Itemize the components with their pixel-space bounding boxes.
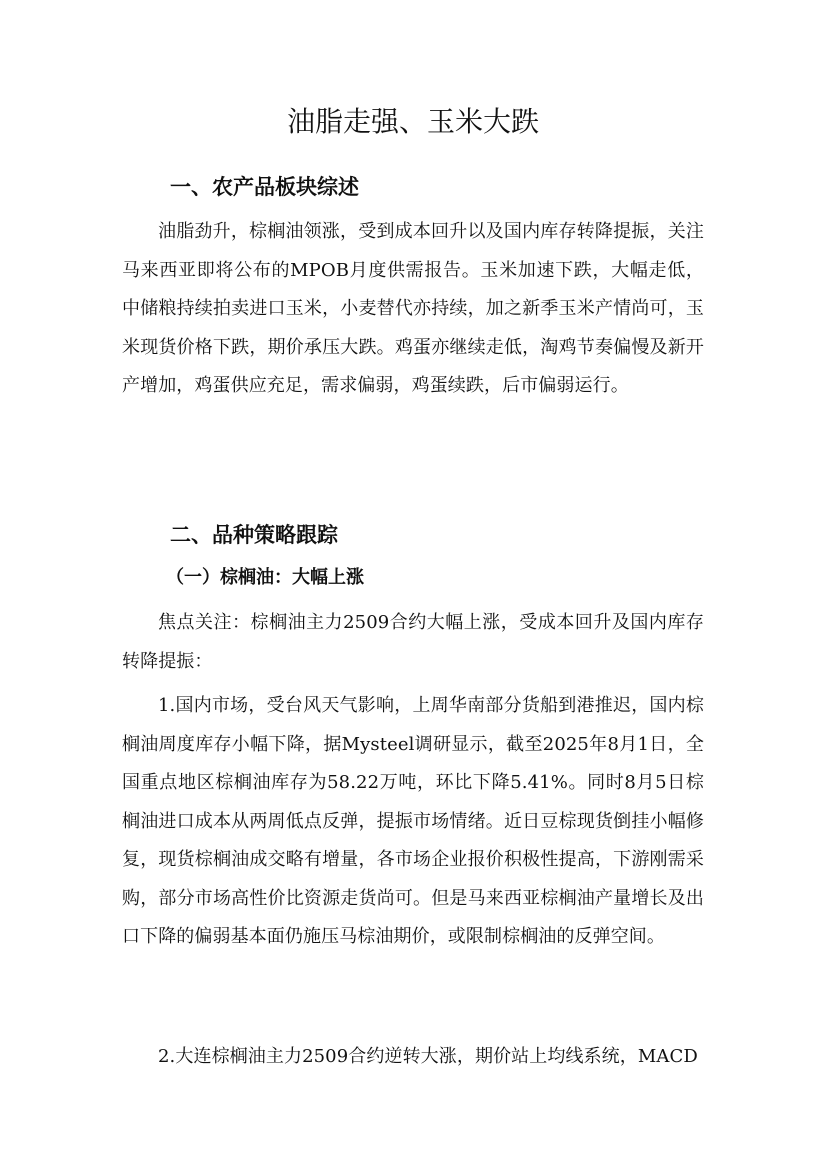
focus-paragraph: 焦点关注：棕榈油主力2509合约大幅上涨，受成本回升及国内库存转降提振： [122, 612, 704, 672]
item-1-paragraph: 1.国内市场，受台风天气影响，上周华南部分货船到港推迟，国内棕榈油周度库存小幅下降，据Mysteel调研显示，截至2025年8月1日，全国重点地区棕榈油库存为58.22万吨，环比下降5.41%。同时8月5日棕榈油进口成本从两周低点反弹，提振市场情绪。近日豆棕现货倒挂小幅修复，现货棕榈油成交略有增量，各市场企业报价积极性提高，下游刚需采购，部分市场高性价比资源走货尚可。但是马来西亚棕榈油产量增长及出口下降的偏弱基本面仍施压马棕油期价，或限制棕榈油的反弹空间。 [122, 695, 704, 947]
overview-paragraph: 油脂劲升，棕榈油领涨，受到成本回升以及国内库存转降提振，关注马来西亚即将公布的MPOB月度供需报告。玉米加速下跌，大幅走低，中储粮持续拍卖进口玉米，小麦替代亦持续，加之新季玉米产情尚可，玉米现货价格下跌，期价承压大跌。鸡蛋亦继续走低，淘鸡节奏偏慢及新开产增加，鸡蛋供应充足，需求偏弱，鸡蛋续跌，后市偏弱运行。 [122, 221, 704, 396]
section-heading-overview: 一、农产品板块综述 [170, 175, 359, 199]
subsection-heading-palm-oil: （一）棕榈油：大幅上涨 [166, 567, 364, 588]
item-2-paragraph: 2.大连棕榈油主力2509合约逆转大涨，期价站上均线系统，MACD [158, 1046, 698, 1067]
document-title: 油脂走强、玉米大跌 [286, 105, 539, 138]
section-heading-strategy: 二、品种策略跟踪 [170, 523, 338, 547]
